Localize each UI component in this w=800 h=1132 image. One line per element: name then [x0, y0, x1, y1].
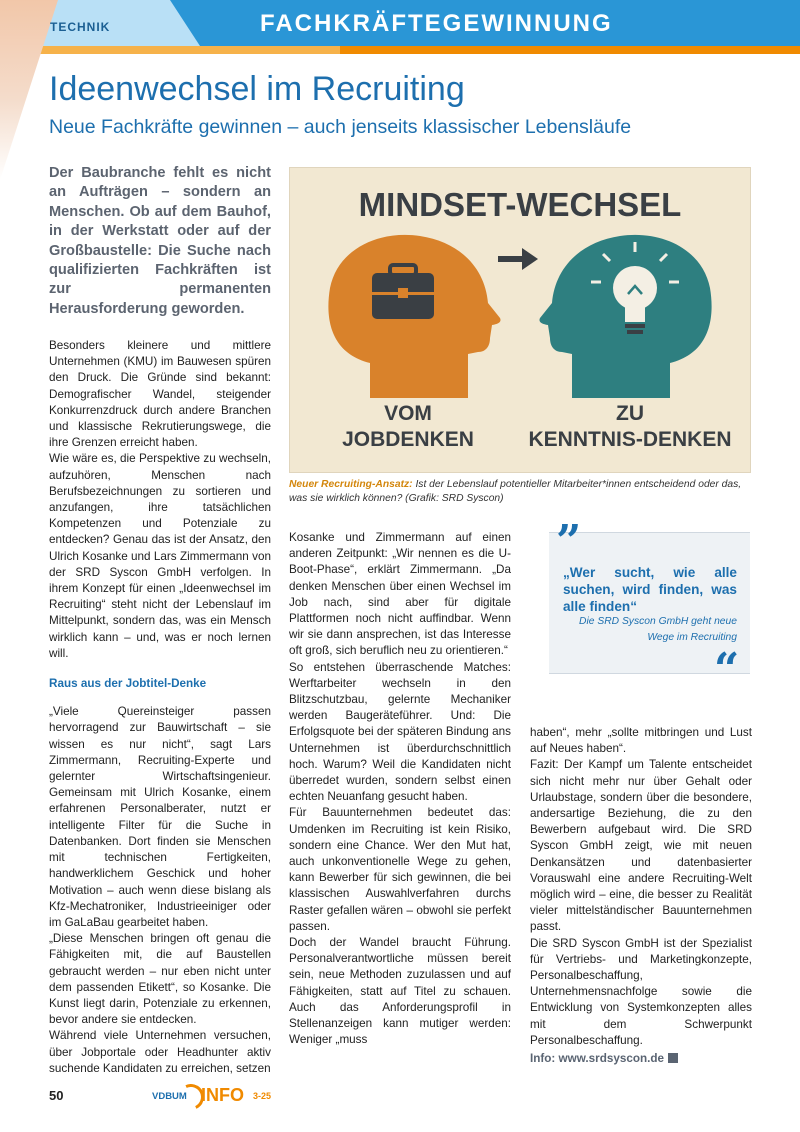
paragraph: Besonders kleinere und mittlere Unternehmen (KMU) im Bauwesen spüren den Druck. Die Gründe sind bekannt: Demografischer Wandel, steigender Konkurrenzdruck durch andere Branchen und klassische Rekrutierungswege, die ihre Grenzen erreicht haben. — [49, 339, 271, 450]
article-title: Ideenwechsel im Recruiting — [49, 70, 465, 108]
paragraph: haben“, mehr „sollte mitbringen und Lust auf Neues haben“. — [530, 726, 752, 756]
briefcase-icon — [372, 265, 434, 319]
quote-open-icon: ” — [556, 516, 582, 567]
section-tag: TECHNIK — [50, 20, 111, 34]
column-1 — [49, 338, 271, 1077]
right-label-line1: ZU — [616, 402, 644, 425]
paragraph: Die SRD Syscon GmbH ist der Spezialist für Vertriebs- und Marketingkonzepte, Personalbeschaffung, Unternehmensnachfolge sowie die Entwicklung von Systemkonzepten alles mit dem Schwerpunkt Personalbeschaffung. — [530, 936, 752, 1047]
article-subtitle: Neue Fachkräfte gewinnen – auch jenseits klassischer Lebensläufe — [49, 116, 632, 138]
section-heading: Raus aus der Jobtitel-Denke — [49, 677, 207, 691]
quote-close-icon: “ — [714, 644, 740, 695]
pull-quote-text: „Wer sucht, wie alle suchen, wird finden, was alle finden“ — [563, 565, 737, 614]
caption-label: Neuer Recruiting-Ansatz: — [289, 479, 413, 490]
graphic-caption — [289, 478, 751, 506]
paragraph: Für Bauunternehmen bedeutet das: Umdenken im Recruiting ist kein Risiko, sondern eine Chance. Wer den Mut hat, auch unkonventionelle Wege zu gehen, kann Bewerber für sich gewinnen, die bei klassischen Auswahlverfahren durchs Raster gefallen wären – obwohl sie perfekt passen. — [289, 806, 511, 933]
end-mark-icon — [668, 1053, 678, 1063]
paragraph: Fazit: Der Kampf um Talente entscheidet sich nicht mehr nur über Gehalt oder Urlaubstage, sondern über die besondere, andersartige Beziehung, die zu den Bewerbern aufgebaut wird. Die SRD Syscon GmbH zeigt, wie mit neuen Denkansätzen und datenbasierter Vorauswahl eine andere Recruiting-Welt möglich wird – eine, die besser zu Realität vieler mittelständischer Bauunternehmen passt. — [530, 758, 752, 934]
section-title: FACHKRÄFTEGEWINNUNG — [260, 10, 613, 37]
left-label-line2: JOBDENKEN — [342, 428, 474, 451]
paragraph: Doch der Wandel braucht Führung. Personalverantwortliche müssen bereit sein, neue Methoden zuzulassen und auf Fähigkeiten, statt auf Titel zu schauen. Auch das Anforderungsprofil in Stellenanzeigen kann mutiger werden: Weniger „muss — [289, 936, 511, 1047]
paragraph: Kosanke und Zimmermann auf einen anderen Zeitpunkt: „Wir nennen es die U-Boot-Phase“, erklärt Zimmermann. „Da denken Menschen über einen Wechsel im Job nach, sind aber für digitale Plattformen noch nicht auffindbar. Wenn wir sie dann ansprechen, ist das Interesse oft groß, sich beruflich neu zu orientieren.“ — [289, 531, 511, 658]
page-number: 50 — [49, 1088, 64, 1103]
info-link[interactable]: Info: www.srdsyscon.de — [530, 1052, 664, 1066]
paragraph: So entstehen überraschende Matches: Werftarbeiter wechseln in den Blitzschutzbau, gelernte Mechaniker werden Baugeräteführer. Und: Die Erfolgsquote bei der späteren Bindung ans Unternehmen ist überdurchschnittlich hoch. Warum? Weil die Kandidaten nicht überredet wurden, sondern selbst einen echten Neuanfang gesucht haben. — [289, 660, 511, 804]
arrow-right-icon — [498, 248, 538, 270]
mindset-graphic — [289, 167, 751, 473]
paragraph: „Viele Quereinsteiger passen hervorragend zur Bauwirtschaft – sie wissen es nur nicht“, sagt Lars Zimmermann, Recruiting-Experte und gelernter Wirtschaftsingenieur. Gemeinsam mit Ulrich Kosanke, einem erfahrenen Personalberater, nutzt er intelligente Filter für die Suche in Datenbanken. Dort finden sie Menschen mit technischen Fertigkeiten, handwerklichem Geschick und hoher Motivation – auch wenn diese bislang als Kfz-Mechatroniker, Industrieeiniger oder im GaLaBau gearbeitet haben. — [49, 705, 271, 929]
issue-number: 3-25 — [253, 1091, 272, 1101]
header-orange-stripe-light — [0, 46, 340, 54]
mindset-illustration — [290, 168, 750, 472]
left-label-line1: VOM — [384, 402, 432, 425]
column-3 — [530, 725, 752, 1067]
column-2 — [289, 530, 511, 1049]
info-line — [530, 1051, 752, 1067]
brand-logo-text: VDBUM — [152, 1091, 187, 1102]
paragraph: Wie wäre es, die Perspektive zu wechseln, aufzuhören, Menschen nach Berufsbezeichnungen zu sortieren und anzufangen, ihre tatsächlichen Kompetenzen und Potenziale zu entdecken? Genau das ist der Ansatz, den Ulrich Kosanke und Lars Zimmermann von der SRD Syscon GmbH verfolgen. In ihrem Konzept für einen „Ideenwechsel im Recruiting“ steht nicht der Lebenslauf im Mittelpunkt, sondern das, was ein Mensch wirklich kann – und, was er noch lernen will. — [49, 452, 271, 660]
lead-paragraph: Der Baubranche fehlt es nicht an Aufträgen – sondern an Menschen. Ob auf dem Bauhof, in der Werkstatt oder auf der Großbaustelle: Die Suche nach qualifizierten Fachkräften ist zur permanenten Herausforderung geworden. — [49, 165, 271, 317]
graphic-title: MINDSET-WECHSEL — [358, 186, 682, 223]
caption-text: Ist der Lebenslauf potentieller Mitarbeiter*innen entscheidend oder das, was sie wirklich können? (Grafik: SRD Syscon) — [289, 479, 742, 504]
magazine-logo: INFO — [201, 1085, 244, 1105]
paragraph: Während viele Unternehmen versuchen, über Jobportale oder Headhunter aktiv suchende Kandidaten zu erreichen, setzen — [49, 1029, 271, 1075]
pull-quote-source: Die SRD Syscon GmbH geht neue Wege im Recruiting — [579, 616, 737, 643]
right-label-line2: KENNTNIS-DENKEN — [528, 428, 732, 451]
paragraph: „Diese Menschen bringen oft genau die Fähigkeiten mit, die auf Baustellen gebraucht werden – nur eben nicht unter dem passenden Etikett“, so Kosanke. Die Kunst liegt darin, Potenziale zu erkennen, bevor andere sie entdecken. — [49, 932, 271, 1027]
